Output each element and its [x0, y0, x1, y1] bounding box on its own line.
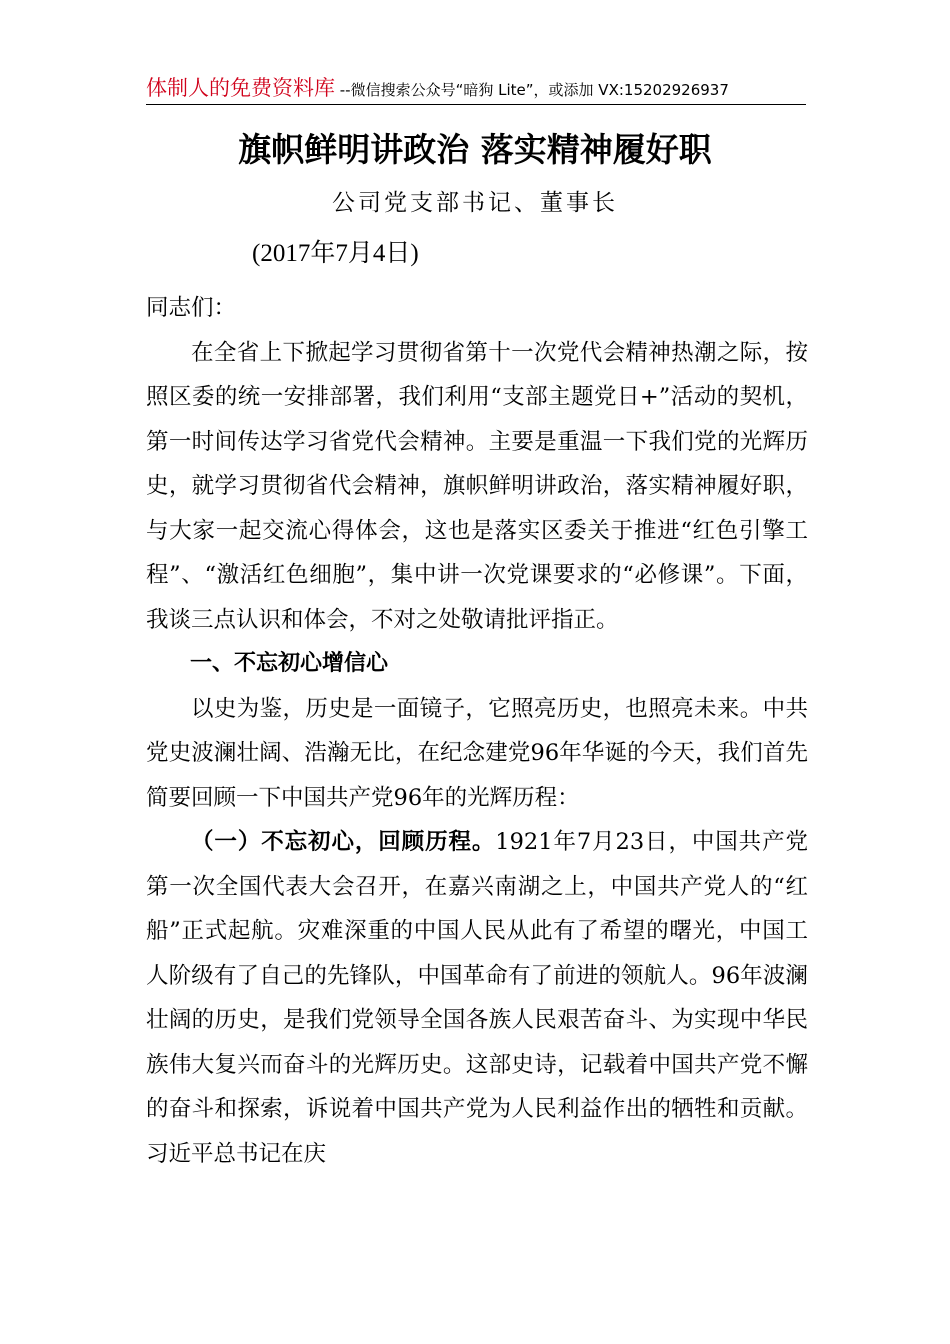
section-1-paragraph: 以史为鉴，历史是一面镜子，它照亮历史，也照亮未来。中共党史波澜壮阔、浩瀚无比，在纪念建党96年华诞的今天，我们首先简要回顾一下中国共产党96年的光辉历程：	[146, 695, 808, 811]
intro-paragraph: 在全省上下掀起学习贯彻省第十一次党代会精神热潮之际，按照区委的统一安排部署，我们利用“支部主题党日+”活动的契机，第一时间传达学习省党代会精神。主要是重温一下我们党的光辉历史，就学习贯彻省代会精神，旗帜鲜明讲政治，落实精神履好职，与大家一起交流心得体会，这也是落实区委关于推进“红色引擎工程”、“激活红色细胞”，集中讲一次党课要求的“必修课”。下面，我谈三点认识和体会，不对之处敬请批评指正。	[146, 339, 808, 633]
header-brand: 体制人的免费资料库	[146, 76, 335, 100]
page-header	[146, 72, 806, 105]
subsection-1-lead: （一）不忘初心，回顾历程。	[191, 829, 496, 855]
subsection-1-paragraph	[146, 820, 808, 1176]
document-body	[146, 286, 808, 1176]
header-note: --微信搜索公众号“暗狗 Lite”，或添加 VX:15202926937	[335, 81, 729, 99]
document-title: 旗帜鲜明讲政治 落实精神履好职	[238, 130, 712, 169]
document-author: 公司党支部书记、董事长	[332, 190, 618, 216]
section-1-heading: 一、不忘初心增信心	[190, 651, 389, 676]
document-date: (2017年7月4日)	[252, 240, 419, 267]
salutation: 同志们：	[146, 295, 237, 321]
subsection-1-text: 1921年7月23日，中国共产党第一次全国代表大会召开，在嘉兴南湖之上，中国共产党人的“红船”正式起航。灾难深重的中国人民从此有了希望的曙光，中国工人阶级有了自己的先锋队，中国革命有了前进的领航人。96年波澜壮阔的历史，是我们党领导全国各族人民艰苦奋斗、为实现中华民族伟大复兴而奋斗的光辉历史。这部史诗，记载着中国共产党不懈的奋斗和探索，诉说着中国共产党为人民利益作出的牺牲和贡献。习近平总书记在庆	[146, 829, 808, 1167]
